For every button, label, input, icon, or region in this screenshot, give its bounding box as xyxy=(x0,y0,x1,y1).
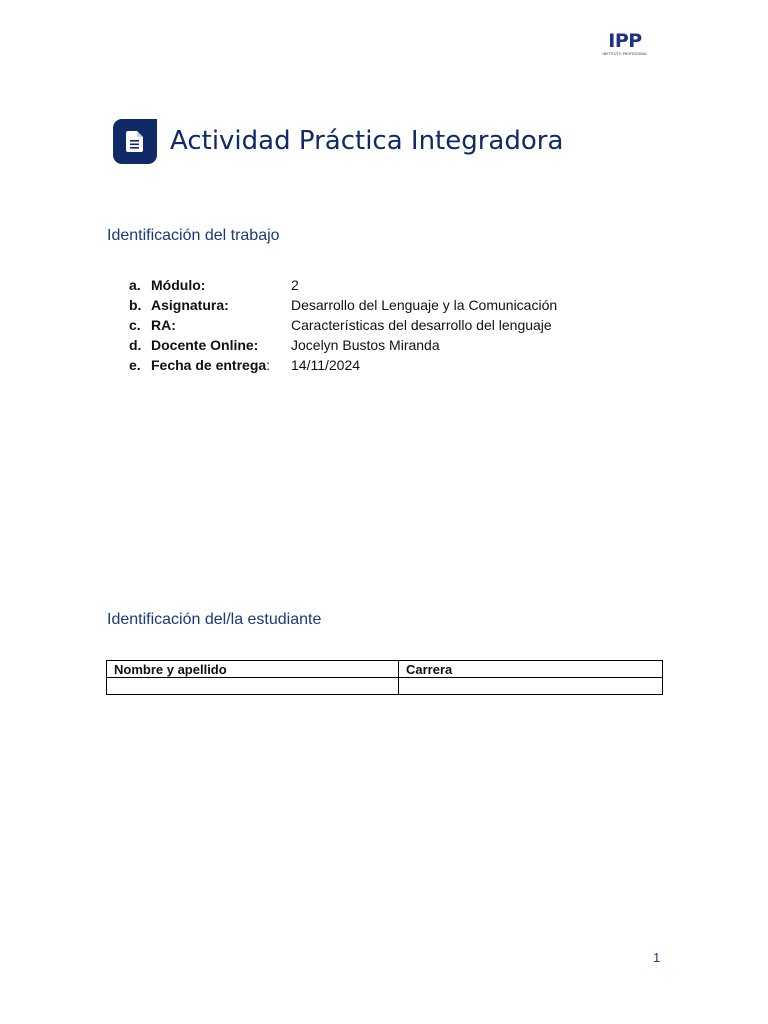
header-career: Carrera xyxy=(399,661,663,678)
work-identification-heading: Identificación del trabajo xyxy=(107,227,280,244)
info-item-teacher xyxy=(0,336,600,356)
info-item-module xyxy=(0,276,600,296)
info-label-suffix: : xyxy=(266,357,271,373)
info-label: Módulo: xyxy=(151,277,206,293)
info-label: RA: xyxy=(151,317,176,333)
list-marker: d. xyxy=(129,337,142,353)
page-title: Actividad Práctica Integradora xyxy=(170,126,564,156)
work-info-list xyxy=(0,276,600,376)
info-item-ra xyxy=(0,316,600,336)
logo-text: IPP xyxy=(608,30,642,52)
info-value: Características del desarrollo del lenguaje xyxy=(291,317,552,333)
career-cell xyxy=(399,678,663,695)
info-value: 14/11/2024 xyxy=(291,357,361,373)
list-marker: c. xyxy=(129,317,141,333)
table-header-row xyxy=(107,661,663,678)
info-item-subject xyxy=(0,296,600,316)
student-identification-heading: Identificación del/la estudiante xyxy=(107,611,322,628)
info-label: Docente Online: xyxy=(151,337,259,353)
list-marker: a. xyxy=(129,277,141,293)
info-value: Jocelyn Bustos Miranda xyxy=(291,337,440,353)
info-label-text: Fecha de entrega xyxy=(151,357,267,373)
student-table xyxy=(106,660,663,695)
document-icon xyxy=(113,119,157,164)
logo-subtext: INSTITUTO PROFESIONAL xyxy=(602,52,648,56)
list-marker: e. xyxy=(129,357,141,373)
info-value: Desarrollo del Lenguaje y la Comunicación xyxy=(291,297,558,313)
table-row xyxy=(107,678,663,695)
header-name: Nombre y apellido xyxy=(107,661,399,678)
name-cell xyxy=(107,678,399,695)
ipp-logo xyxy=(598,30,652,62)
page-number: 1 xyxy=(653,950,661,965)
list-marker: b. xyxy=(129,297,142,313)
info-value: 2 xyxy=(291,277,299,293)
info-label: Asignatura: xyxy=(151,297,229,313)
info-item-due-date xyxy=(0,356,600,376)
info-label xyxy=(151,356,270,374)
